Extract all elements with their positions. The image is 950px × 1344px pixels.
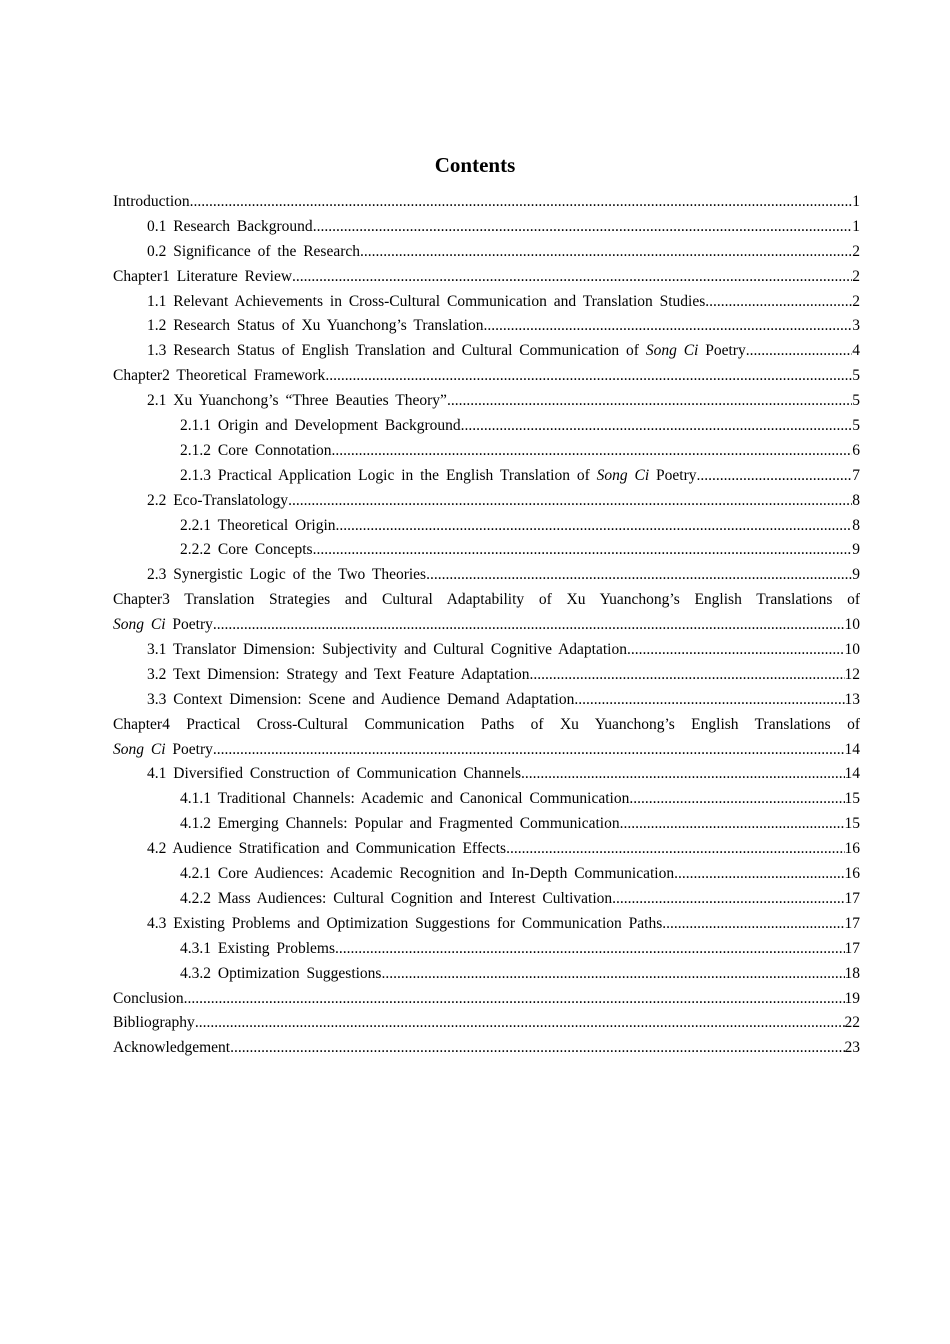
toc-entry[interactable]: [113, 489, 860, 514]
toc-entry[interactable]: [113, 912, 860, 937]
toc-entry[interactable]: [113, 538, 860, 563]
toc-entry[interactable]: [113, 588, 860, 638]
toc-entry[interactable]: [113, 314, 860, 339]
toc-entry-label-line1: Chapter3 Translation Strategies and Cultural Adaptability of Xu Yuanchong’s English Translations of: [113, 591, 860, 609]
toc-entry-label-line1: Chapter4 Practical Cross-Cultural Communication Paths of Xu Yuanchong’s English Translations of: [113, 715, 860, 733]
toc-page-number: 14: [844, 740, 860, 758]
toc-entry-label: Conclusion: [113, 989, 184, 1007]
toc-page-number: 8: [852, 516, 860, 534]
toc-entry[interactable]: [113, 987, 860, 1012]
toc-page-number: 18: [844, 964, 860, 982]
toc-entry[interactable]: [113, 514, 860, 539]
toc-entry-label: 4.3 Existing Problems and Optimization Suggestions for Communication Paths: [147, 914, 663, 932]
toc-entry[interactable]: [113, 339, 860, 364]
toc-page-number: 17: [844, 914, 860, 932]
toc-page-number: 14: [844, 765, 860, 783]
toc-page-number: 3: [852, 317, 860, 335]
toc-entry[interactable]: [113, 862, 860, 887]
dot-leader: [529, 663, 844, 688]
toc-entry-label: 4.1.1 Traditional Channels: Academic and Canonical Communication: [180, 790, 630, 808]
toc-entry-label: Bibliography: [113, 1014, 195, 1032]
toc-entry-label: Introduction: [113, 193, 190, 210]
toc-entry-label: 4.1 Diversified Construction of Communication Channels: [147, 765, 522, 783]
toc-entry-label: 2.1.2 Core Connotation: [180, 441, 332, 459]
dot-leader: [506, 837, 844, 862]
toc-entry[interactable]: [113, 762, 860, 787]
dot-leader: [332, 439, 853, 464]
dot-leader: [292, 265, 852, 290]
toc-page-number: 2: [852, 292, 860, 310]
dot-leader: [213, 613, 845, 638]
toc-entry-label-head: 1.3 Research Status of English Translation and Cultural Communication of: [147, 342, 646, 360]
toc-page-number: 1: [852, 217, 860, 235]
dot-leader: [335, 937, 845, 962]
table-of-contents: [113, 190, 860, 1061]
toc-page-number: 13: [844, 690, 860, 708]
toc-entry-label-tail: Poetry: [698, 342, 746, 360]
page-title: Contents: [434, 153, 516, 177]
toc-page-number: 6: [852, 441, 860, 459]
toc-entry[interactable]: [113, 563, 860, 588]
dot-leader: [662, 912, 844, 937]
toc-entry[interactable]: [113, 265, 860, 290]
toc-entry-label: 4.2.2 Mass Audiences: Cultural Cognition and Interest Cultivation: [180, 889, 613, 907]
toc-page-number: 2: [852, 242, 860, 260]
dot-leader: [447, 389, 852, 414]
toc-entry-label: 4.3.2 Optimization Suggestions: [180, 964, 382, 982]
toc-entry-label: 3.1 Translator Dimension: Subjectivity and Cultural Cognitive Adaptation: [147, 641, 627, 659]
toc-page-number: 5: [852, 417, 860, 435]
toc-page-number: 19: [844, 989, 860, 1007]
toc-entry-label: 0.1 Research Background: [147, 217, 313, 235]
toc-entry-label: 0.2 Significance of the Research: [147, 242, 360, 260]
dot-leader: [381, 962, 844, 987]
dot-leader: [195, 1011, 845, 1036]
toc-entry-italic: Song Ci: [645, 342, 699, 360]
toc-entry[interactable]: [113, 240, 860, 265]
toc-page-number: 22: [844, 1014, 860, 1032]
toc-page-number: 8: [852, 491, 860, 509]
toc-entry[interactable]: [113, 439, 860, 464]
toc-page-number: 15: [844, 790, 860, 808]
toc-entry-italic: Song Ci: [113, 616, 166, 634]
dot-leader: [629, 787, 844, 812]
toc-entry[interactable]: [113, 389, 860, 414]
toc-entry[interactable]: [113, 414, 860, 439]
dot-leader: [336, 514, 853, 539]
dot-leader: [627, 638, 845, 663]
toc-entry[interactable]: [113, 812, 860, 837]
toc-entry-label: 4.3.1 Existing Problems: [180, 939, 335, 957]
toc-entry[interactable]: [113, 190, 860, 215]
dot-leader: [521, 762, 844, 787]
toc-entry[interactable]: [113, 937, 860, 962]
toc-entry-label: 2.1 Xu Yuanchong’s “Three Beauties Theory”: [147, 392, 447, 410]
dot-leader: [230, 1036, 844, 1061]
toc-entry-label: 1.1 Relevant Achievements in Cross-Cultural Communication and Translation Studies: [147, 292, 706, 310]
toc-page-number: 15: [844, 815, 860, 833]
toc-entry-line2: [113, 738, 860, 763]
dot-leader: [696, 464, 852, 489]
dot-leader: [184, 987, 845, 1012]
toc-page-number: 9: [852, 541, 860, 559]
dot-leader: [674, 862, 844, 887]
toc-entry-label: 3.2 Text Dimension: Strategy and Text Feature Adaptation: [147, 665, 530, 683]
dot-leader: [288, 489, 852, 514]
dot-leader: [705, 290, 852, 315]
toc-entry-label: [180, 464, 696, 489]
toc-entry-label: Chapter2 Theoretical Framework: [113, 367, 326, 385]
toc-entry-label: Chapter1 Literature Review: [113, 267, 293, 285]
toc-entry-label-tail: Poetry: [165, 616, 213, 634]
dot-leader: [620, 812, 845, 837]
dot-leader: [190, 190, 853, 215]
toc-entry-label: Acknowledgement: [113, 1039, 231, 1057]
toc-entry[interactable]: [113, 713, 860, 763]
toc-entry[interactable]: [113, 1011, 860, 1036]
toc-entry[interactable]: [113, 837, 860, 862]
dot-leader: [213, 738, 845, 763]
toc-entry[interactable]: [113, 663, 860, 688]
toc-page-number: 2: [852, 267, 860, 285]
toc-entry-label: 2.2 Eco-Translatology: [147, 491, 289, 509]
toc-entry-italic: Song Ci: [596, 466, 650, 484]
dot-leader: [313, 215, 853, 240]
dot-leader: [461, 414, 853, 439]
toc-entry[interactable]: [113, 364, 860, 389]
toc-entry-label-tail: Poetry: [165, 740, 213, 758]
toc-entry-label-head: 2.1.3 Practical Application Logic in the English Translation of: [180, 466, 597, 484]
toc-entry-label-tail: Poetry: [649, 466, 697, 484]
toc-page-number: 7: [852, 466, 860, 484]
dot-leader: [612, 887, 844, 912]
toc-page-number: 5: [852, 392, 860, 410]
toc-entry[interactable]: [113, 1036, 860, 1061]
toc-page-number: 9: [852, 566, 860, 584]
toc-page-number: 5: [852, 367, 860, 385]
dot-leader: [313, 538, 853, 563]
toc-page-number: 17: [844, 939, 860, 957]
toc-entry-label: 4.2.1 Core Audiences: Academic Recognition and In-Depth Communication: [180, 865, 675, 883]
toc-entry[interactable]: [113, 887, 860, 912]
toc-page-number: 4: [852, 342, 860, 360]
toc-page-number: 17: [844, 889, 860, 907]
dot-leader: [574, 688, 844, 713]
toc-entry-label: 4.2 Audience Stratification and Communication Effects: [147, 840, 507, 858]
toc-entry[interactable]: [113, 464, 860, 489]
toc-entry-label: 2.2.2 Core Concepts: [180, 541, 313, 559]
toc-entry[interactable]: [113, 290, 860, 315]
toc-entry-label: 2.2.1 Theoretical Origin: [180, 516, 336, 534]
dot-leader: [360, 240, 852, 265]
dot-leader: [325, 364, 852, 389]
toc-entry-label: [147, 339, 746, 364]
toc-entry[interactable]: [113, 962, 860, 987]
toc-page-number: 16: [844, 865, 860, 883]
toc-entry-label: [113, 613, 213, 638]
toc-entry[interactable]: [113, 638, 860, 663]
dot-leader: [746, 339, 853, 364]
dot-leader: [426, 563, 852, 588]
toc-entry-label: 3.3 Context Dimension: Scene and Audience Demand Adaptation: [147, 690, 575, 708]
toc-entry-line2: [113, 613, 860, 638]
toc-entry-label: 4.1.2 Emerging Channels: Popular and Fragmented Communication: [180, 815, 620, 833]
dot-leader: [483, 314, 852, 339]
toc-page-number: 1: [852, 193, 860, 210]
toc-entry-label: 2.1.1 Origin and Development Background: [180, 417, 461, 435]
toc-page-number: 23: [844, 1039, 860, 1057]
toc-entry-label: 1.2 Research Status of Xu Yuanchong’s Translation: [147, 317, 484, 335]
toc-entry[interactable]: [113, 688, 860, 713]
toc-entry[interactable]: [113, 787, 860, 812]
toc-page-number: 16: [844, 840, 860, 858]
toc-entry[interactable]: [113, 215, 860, 240]
toc-entry-italic: Song Ci: [113, 740, 166, 758]
toc-entry-label: [113, 738, 213, 763]
toc-page-number: 10: [844, 616, 860, 634]
toc-page-number: 12: [844, 665, 860, 683]
toc-page-number: 10: [844, 641, 860, 659]
toc-entry-label: 2.3 Synergistic Logic of the Two Theories: [147, 566, 427, 584]
